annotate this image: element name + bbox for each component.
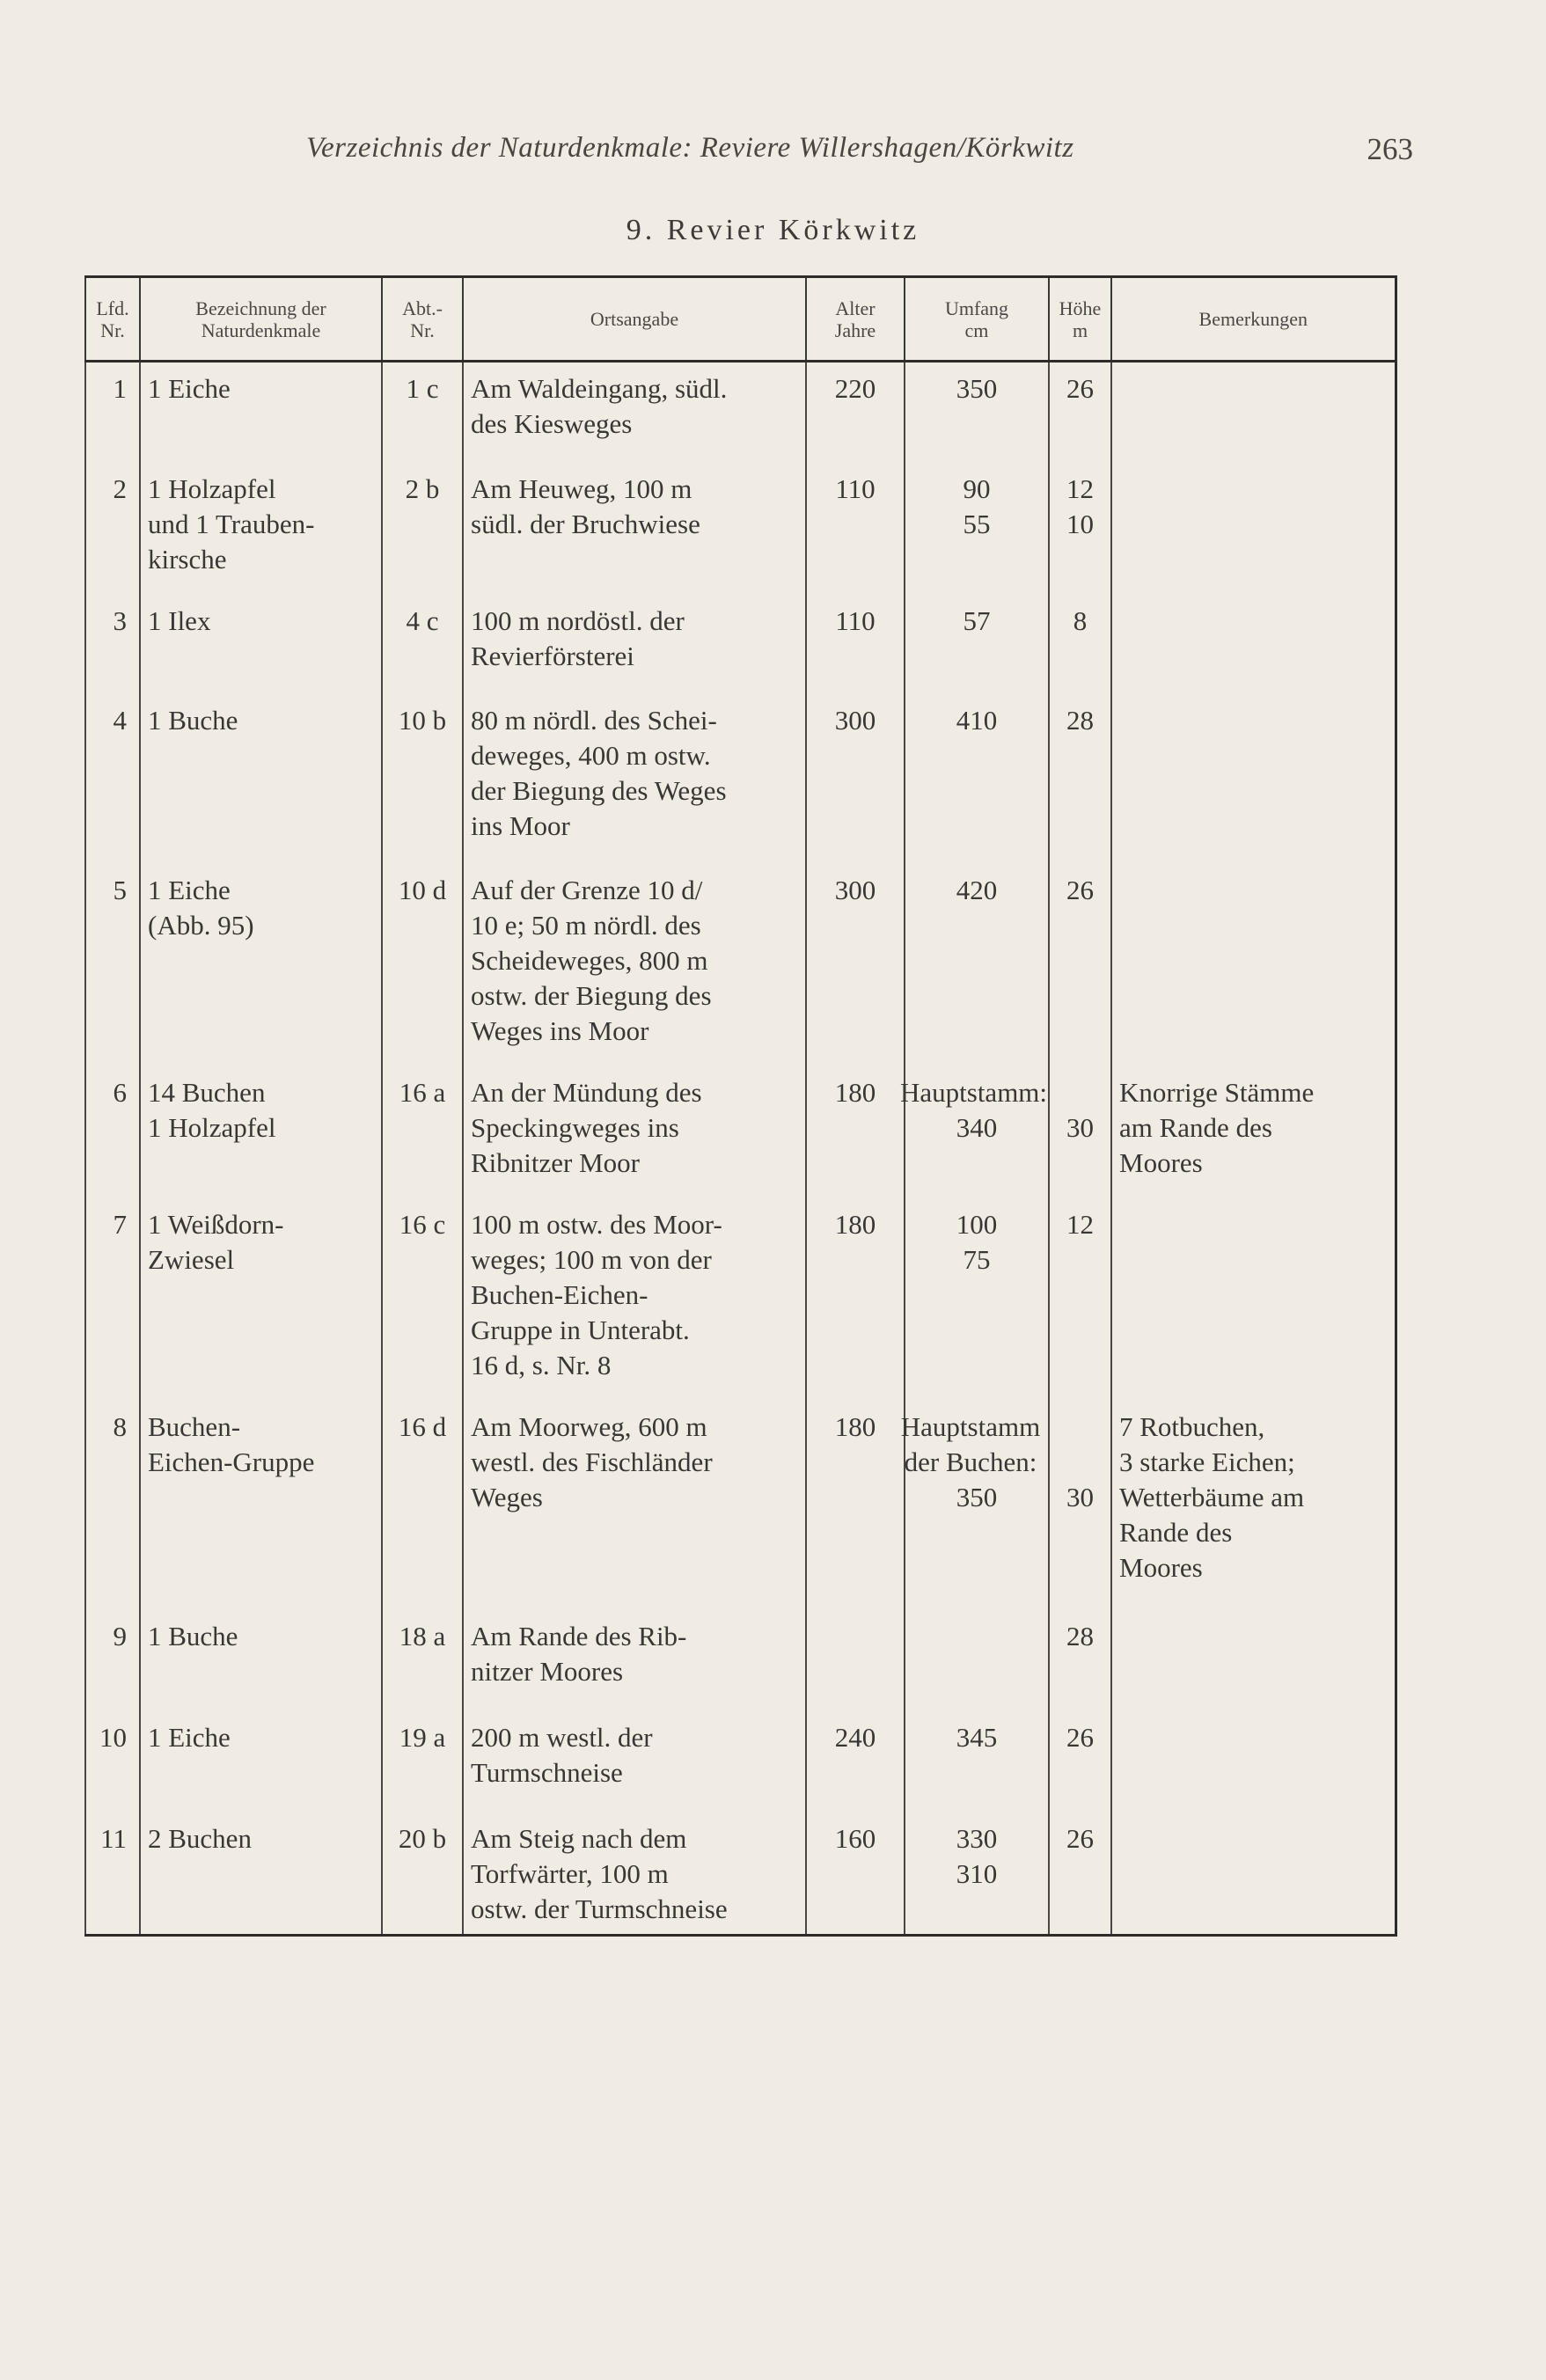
table-row — [85, 595, 1396, 694]
table-body — [85, 362, 1396, 1936]
cell-bemerkungen — [1111, 1610, 1396, 1711]
cell-alter: 180 — [806, 1401, 905, 1610]
column-header-line: Nr. — [410, 319, 435, 341]
cell-abt: 2 b — [382, 463, 463, 595]
cell-line: 100 m nordöstl. der — [471, 604, 685, 636]
cell-ort — [463, 1066, 806, 1198]
cell-alter: 180 — [806, 1066, 905, 1198]
cell-alter: 240 — [806, 1711, 905, 1812]
cell-nr: 5 — [85, 864, 140, 1066]
cell-umfang — [905, 694, 1049, 864]
cell-hoehe — [1049, 362, 1111, 463]
cell-line: Gruppe in Unterabt. — [471, 1314, 690, 1345]
column-header-line: Höhe — [1059, 297, 1102, 319]
cell-line: Moores — [1119, 1551, 1203, 1583]
cell-ort — [463, 864, 806, 1066]
column-header-line: Nr. — [100, 319, 125, 341]
cell-umfang — [900, 1066, 1049, 1198]
cell-line: der Buchen: — [904, 1446, 1037, 1477]
cell-line: (Abb. 95) — [148, 909, 254, 941]
cell-line: Buchen-Eichen- — [471, 1278, 648, 1310]
cell-line: 30 — [1066, 1111, 1094, 1143]
cell-abt: 18 a — [382, 1610, 463, 1711]
cell-name — [140, 1711, 382, 1812]
cell-line: 100 m ostw. des Moor- — [471, 1208, 722, 1240]
cell-name — [140, 362, 382, 463]
cell-abt: 16 d — [382, 1401, 463, 1610]
cell-bemerkungen — [1111, 1812, 1396, 1936]
cell-line — [1057, 1075, 1103, 1110]
cell-nr: 7 — [85, 1198, 140, 1401]
cell-hoehe — [1049, 1610, 1111, 1711]
cell-ort — [463, 1401, 806, 1610]
cell-alter — [806, 1610, 905, 1711]
cell-line: 55 — [963, 508, 991, 539]
cell-nr: 4 — [85, 694, 140, 864]
cell-ort — [463, 595, 806, 694]
cell-alter: 300 — [806, 864, 905, 1066]
cell-line: An der Mündung des — [471, 1076, 702, 1108]
cell-hoehe — [1049, 1711, 1111, 1812]
cell-line: südl. der Bruchwiese — [471, 508, 700, 539]
cell-alter: 160 — [806, 1812, 905, 1936]
cell-line — [1057, 1445, 1103, 1480]
cell-line: 2 Buchen — [148, 1822, 252, 1854]
cell-line: Buchen- — [148, 1410, 241, 1442]
cell-line: ostw. der Biegung des — [471, 979, 712, 1011]
cell-name — [140, 595, 382, 694]
cell-line: 80 m nördl. des Schei- — [471, 704, 717, 736]
cell-line: Am Rande des Rib- — [471, 1620, 687, 1651]
cell-line: 1 Ilex — [148, 604, 211, 636]
section-title: 9. Revier Körkwitz — [626, 214, 920, 246]
cell-line: Knorrige Stämme — [1119, 1076, 1315, 1108]
cell-nr: 10 — [85, 1711, 140, 1812]
cell-name — [140, 1066, 382, 1198]
column-header-line: m — [1072, 319, 1088, 341]
cell-line: Am Steig nach dem — [471, 1822, 687, 1854]
cell-line: ins Moor — [471, 809, 570, 841]
cell-line: Auf der Grenze 10 d/ — [471, 874, 703, 905]
cell-nr: 8 — [85, 1401, 140, 1610]
cell-line: Am Waldeingang, südl. — [471, 373, 728, 404]
cell-bemerkungen — [1111, 1198, 1396, 1401]
table-row — [85, 1610, 1396, 1711]
cell-umfang — [905, 1198, 1049, 1401]
table-row — [85, 362, 1396, 463]
cell-line: Weges ins Moor — [471, 1014, 649, 1046]
column-header-line: Alter — [835, 297, 876, 319]
column-header-line: Bemerkungen — [1198, 308, 1308, 330]
cell-line: 75 — [963, 1243, 991, 1275]
cell-line: 10 — [1066, 508, 1094, 539]
cell-line: Am Moorweg, 600 m — [471, 1410, 707, 1442]
cell-ort — [463, 1812, 806, 1936]
cell-nr: 1 — [85, 362, 140, 463]
cell-alter: 110 — [806, 595, 905, 694]
cell-line: Speckingweges ins — [471, 1111, 679, 1143]
table-header-row — [85, 277, 1396, 362]
cell-bemerkungen — [1111, 1066, 1396, 1198]
cell-abt: 10 b — [382, 694, 463, 864]
cell-line: westl. des Fischländer — [471, 1446, 713, 1477]
cell-line: 8 — [1073, 604, 1088, 636]
cell-line: 345 — [956, 1721, 998, 1753]
cell-line: 410 — [956, 704, 998, 736]
cell-abt: 20 b — [382, 1812, 463, 1936]
cell-line: 3 starke Eichen; — [1119, 1446, 1295, 1477]
cell-line: 1 Eiche — [148, 874, 231, 905]
table-row — [85, 1401, 1396, 1610]
column-header-line: Jahre — [834, 319, 876, 341]
cell-line: 28 — [1066, 704, 1094, 736]
cell-line: 330 — [956, 1822, 998, 1854]
cell-line: 7 Rotbuchen, — [1119, 1410, 1265, 1442]
cell-umfang — [905, 1812, 1049, 1936]
cell-ort — [463, 694, 806, 864]
column-header-ort — [463, 277, 806, 362]
cell-line: des Kiesweges — [471, 408, 633, 439]
cell-line: 1 Weißdorn- — [148, 1208, 284, 1240]
cell-line: 30 — [1066, 1481, 1094, 1512]
cell-nr: 3 — [85, 595, 140, 694]
column-header-line: Naturdenkmale — [201, 319, 321, 341]
cell-alter: 300 — [806, 694, 905, 864]
cell-line: Eichen-Gruppe — [148, 1446, 315, 1477]
cell-hoehe — [1049, 694, 1111, 864]
column-header-line: cm — [964, 319, 989, 341]
cell-line: Revierförsterei — [471, 640, 634, 671]
cell-line: 26 — [1066, 373, 1094, 404]
cell-ort — [463, 463, 806, 595]
cell-alter: 220 — [806, 362, 905, 463]
cell-abt: 19 a — [382, 1711, 463, 1812]
table-row — [85, 694, 1396, 864]
cell-bemerkungen — [1111, 463, 1396, 595]
cell-line: ostw. der Turmschneise — [471, 1893, 728, 1924]
cell-name — [140, 1198, 382, 1401]
cell-hoehe — [1049, 463, 1111, 595]
column-header-line: Umfang — [944, 297, 1009, 319]
cell-abt: 16 a — [382, 1066, 463, 1198]
cell-line: 100 — [956, 1208, 998, 1240]
cell-line: 26 — [1066, 1822, 1094, 1854]
cell-ort — [463, 362, 806, 463]
cell-hoehe — [1049, 595, 1111, 694]
table-row — [85, 1812, 1396, 1936]
cell-alter: 110 — [806, 463, 905, 595]
cell-line: 12 — [1066, 472, 1094, 504]
cell-hoehe — [1049, 1401, 1111, 1610]
natural-monuments-table — [84, 275, 1397, 1937]
cell-umfang — [905, 463, 1049, 595]
cell-bemerkungen — [1111, 694, 1396, 864]
cell-nr: 6 — [85, 1066, 140, 1198]
cell-nr: 11 — [85, 1812, 140, 1936]
running-head: Verzeichnis der Naturdenkmale: Reviere Willershagen/Körkwitz — [306, 132, 1074, 164]
column-header-alter — [806, 277, 905, 362]
column-header-nr — [85, 277, 140, 362]
cell-umfang — [900, 1401, 1049, 1610]
cell-line: 420 — [956, 874, 998, 905]
column-header-name — [140, 277, 382, 362]
column-header-line: Ortsangabe — [590, 308, 679, 330]
column-header-line: Bezeichnung der — [195, 297, 326, 319]
cell-line: Weges — [471, 1481, 543, 1512]
cell-line: 1 Buche — [148, 1620, 238, 1651]
cell-line: 12 — [1066, 1208, 1094, 1240]
cell-umfang — [905, 1711, 1049, 1812]
cell-line — [912, 1619, 1041, 1654]
cell-line: weges; 100 m von der — [471, 1243, 712, 1275]
cell-line: 340 — [956, 1111, 998, 1143]
cell-abt: 4 c — [382, 595, 463, 694]
table-row — [85, 1066, 1396, 1198]
column-header-umfang — [905, 277, 1049, 362]
cell-bemerkungen — [1111, 362, 1396, 463]
cell-line: 16 d, s. Nr. 8 — [471, 1349, 612, 1380]
cell-hoehe — [1049, 1066, 1111, 1198]
cell-abt: 1 c — [382, 362, 463, 463]
cell-nr: 9 — [85, 1610, 140, 1711]
cell-hoehe — [1049, 1812, 1111, 1936]
cell-line: Torfwärter, 100 m — [471, 1857, 669, 1889]
table-row — [85, 864, 1396, 1066]
cell-bemerkungen — [1111, 1401, 1396, 1610]
cell-line: 200 m westl. der — [471, 1721, 653, 1753]
cell-line: 1 Buche — [148, 704, 238, 736]
cell-line: 26 — [1066, 1721, 1094, 1753]
cell-line: 10 e; 50 m nördl. des — [471, 909, 701, 941]
cell-name — [140, 1610, 382, 1711]
cell-ort — [463, 1711, 806, 1812]
cell-line: 350 — [956, 1481, 998, 1512]
cell-line: 90 — [963, 472, 991, 504]
cell-line: Wetterbäume am — [1119, 1481, 1305, 1512]
cell-line: Hauptstamm — [900, 1410, 1041, 1442]
cell-line: Moores — [1119, 1146, 1203, 1178]
cell-line: Scheideweges, 800 m — [471, 944, 708, 976]
cell-line: 310 — [956, 1857, 998, 1889]
column-header-abt — [382, 277, 463, 362]
cell-line: am Rande des — [1119, 1111, 1272, 1143]
cell-line: Am Heuweg, 100 m — [471, 472, 692, 504]
cell-line: 350 — [956, 373, 998, 404]
table-row — [85, 1711, 1396, 1812]
cell-line: 14 Buchen — [148, 1076, 266, 1108]
column-header-bemerkungen — [1111, 277, 1396, 362]
cell-bemerkungen — [1111, 595, 1396, 694]
cell-line: Rande des — [1119, 1516, 1233, 1548]
cell-line: 1 Eiche — [148, 373, 231, 404]
cell-name — [140, 864, 382, 1066]
cell-hoehe — [1049, 864, 1111, 1066]
cell-line: deweges, 400 m ostw. — [471, 739, 711, 771]
cell-line: 1 Eiche — [148, 1721, 231, 1753]
table-row — [85, 463, 1396, 595]
column-header-line: Abt.- — [402, 297, 443, 319]
cell-ort — [463, 1610, 806, 1711]
cell-name — [140, 1401, 382, 1610]
cell-line: 57 — [963, 604, 991, 636]
cell-alter: 180 — [806, 1198, 905, 1401]
cell-umfang — [905, 595, 1049, 694]
cell-ort — [463, 1198, 806, 1401]
cell-nr: 2 — [85, 463, 140, 595]
cell-line: 28 — [1066, 1620, 1094, 1651]
cell-line: 1 Holzapfel — [148, 472, 276, 504]
cell-line — [1057, 1410, 1103, 1445]
cell-abt: 16 c — [382, 1198, 463, 1401]
cell-bemerkungen — [1111, 1711, 1396, 1812]
table-row — [85, 1198, 1396, 1401]
cell-line: Zwiesel — [148, 1243, 235, 1275]
cell-name — [140, 694, 382, 864]
cell-line: Hauptstamm: — [900, 1076, 1048, 1108]
cell-umfang — [905, 362, 1049, 463]
cell-umfang — [905, 1610, 1049, 1711]
cell-hoehe — [1049, 1198, 1111, 1401]
cell-line: 26 — [1066, 874, 1094, 905]
cell-line: 1 Holzapfel — [148, 1111, 276, 1143]
cell-name — [140, 463, 382, 595]
cell-line: kirsche — [148, 543, 227, 575]
page-number: 263 — [1366, 132, 1413, 166]
column-header-hoehe — [1049, 277, 1111, 362]
cell-line: Turmschneise — [471, 1756, 623, 1788]
cell-name — [140, 1812, 382, 1936]
cell-bemerkungen — [1111, 864, 1396, 1066]
cell-umfang — [905, 864, 1049, 1066]
cell-abt: 10 d — [382, 864, 463, 1066]
cell-line: der Biegung des Weges — [471, 774, 727, 806]
cell-line: und 1 Trauben- — [148, 508, 315, 539]
column-header-line: Lfd. — [96, 297, 129, 319]
cell-line: Ribnitzer Moor — [471, 1146, 640, 1178]
cell-line: nitzer Moores — [471, 1655, 624, 1687]
